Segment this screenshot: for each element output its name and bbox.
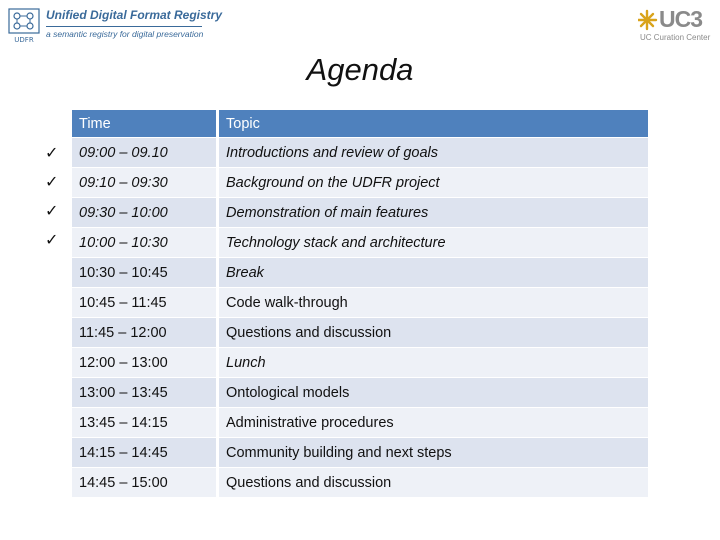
udfr-logo	[8, 8, 40, 44]
checkmark-icon: ✓	[45, 203, 59, 220]
topic-cell: Lunch	[219, 348, 648, 378]
time-cell: 09:10 – 09:30	[72, 168, 219, 198]
checkmark-icon: ✓	[45, 145, 59, 162]
time-cell: 13:00 – 13:45	[72, 378, 219, 408]
time-cell: 10:45 – 11:45	[72, 288, 219, 318]
org-subtitle: a semantic registry for digital preservation	[46, 29, 204, 39]
table-row	[72, 318, 648, 348]
time-cell: 14:15 – 14:45	[72, 438, 219, 468]
topic-cell: Questions and discussion	[219, 318, 648, 348]
time-cell: 12:00 – 13:00	[72, 348, 219, 378]
column-header-topic: Topic	[219, 110, 648, 138]
topic-cell: Questions and discussion	[219, 468, 648, 498]
table-header-row	[72, 110, 648, 138]
table-row	[72, 258, 648, 288]
time-cell: 09:00 – 09.10	[72, 138, 219, 168]
checkmark-icon: ✓	[45, 174, 59, 191]
topic-cell: Break	[219, 258, 648, 288]
time-cell: 13:45 – 14:15	[72, 408, 219, 438]
topic-cell: Background on the UDFR project	[219, 168, 648, 198]
topic-cell: Technology stack and architecture	[219, 228, 648, 258]
time-cell: 10:00 – 10:30	[72, 228, 219, 258]
table-row	[72, 378, 648, 408]
table-row	[72, 138, 648, 168]
slide-title: Agenda	[306, 52, 414, 87]
column-header-time: Time	[72, 110, 219, 138]
table-row	[72, 468, 648, 498]
time-cell: 09:30 – 10:00	[72, 198, 219, 228]
uc3-logo-text: UC3	[659, 6, 703, 32]
slide-header	[0, 0, 720, 48]
topic-cell: Ontological models	[219, 378, 648, 408]
agenda-table	[72, 110, 648, 498]
checkmark-icon: ✓	[45, 232, 59, 249]
table-row	[72, 288, 648, 318]
header-divider	[46, 26, 202, 27]
topic-cell: Code walk-through	[219, 288, 648, 318]
table-row	[72, 228, 648, 258]
topic-cell: Administrative procedures	[219, 408, 648, 438]
table-row	[72, 168, 648, 198]
time-cell: 11:45 – 12:00	[72, 318, 219, 348]
topic-cell: Demonstration of main features	[219, 198, 648, 228]
topic-cell: Community building and next steps	[219, 438, 648, 468]
table-row	[72, 198, 648, 228]
udfr-logo-text: UDFR	[14, 36, 34, 44]
org-title: Unified Digital Format Registry	[46, 8, 223, 22]
time-cell: 14:45 – 15:00	[72, 468, 219, 498]
table-row	[72, 438, 648, 468]
table-row	[72, 408, 648, 438]
uc3-subtitle: UC Curation Center	[640, 33, 711, 42]
topic-cell: Introductions and review of goals	[219, 138, 648, 168]
time-cell: 10:30 – 10:45	[72, 258, 219, 288]
table-row	[72, 348, 648, 378]
